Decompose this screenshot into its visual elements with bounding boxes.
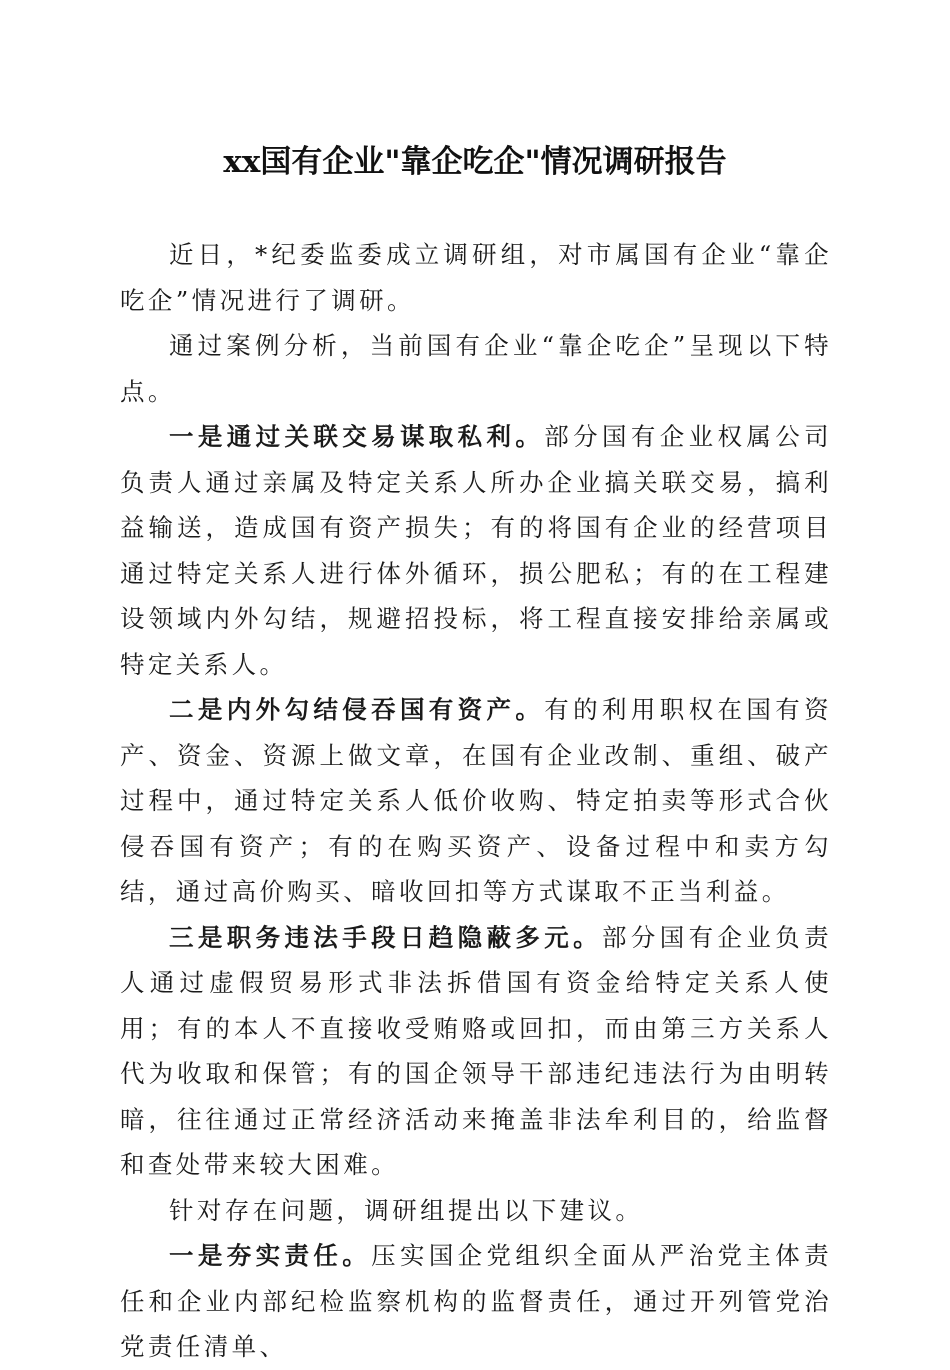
document-title: xx国有企业"靠企吃企"情况调研报告 xyxy=(223,144,727,180)
paragraph xyxy=(120,687,832,915)
paragraph-lead: 二是内外勾结侵吞国有资产。 xyxy=(169,695,545,724)
paragraph xyxy=(120,323,832,414)
paragraph-text: 通过案例分析，当前国有企业“靠企吃企”呈现以下特点。 xyxy=(120,331,832,406)
paragraph-lead: 一是夯实责任。 xyxy=(169,1241,372,1270)
paragraph xyxy=(120,1188,832,1234)
paragraph-text: 压实国企党组织全面从严治党主体责任和企业内部纪检监察机构的监督责任，通过开列管党治党责任清单、 xyxy=(120,1241,832,1361)
paragraph xyxy=(120,915,832,1188)
paragraph-lead: 三是职务违法手段日趋隐蔽多元。 xyxy=(169,922,603,952)
paragraph-lead: 一是通过关联交易谋取私利。 xyxy=(169,422,545,451)
paragraph xyxy=(120,1233,832,1370)
paragraph xyxy=(120,414,832,687)
paragraph-text: 近日，*纪委监委成立调研组，对市属国有企业“靠企吃企”情况进行了调研。 xyxy=(120,240,832,315)
paragraph-text: 部分国有企业权属公司负责人通过亲属及特定关系人所办企业搞关联交易，搞利益输送，造成国有资产损失；有的将国有企业的经营项目通过特定关系人进行体外循环，损公肥私；有的在工程建设领域内外勾结，规避招投标，将工程直接安排给亲属或特定关系人。 xyxy=(120,422,833,679)
paragraph xyxy=(120,232,832,323)
paragraph-text: 针对存在问题，调研组提出以下建议。 xyxy=(169,1195,644,1225)
paragraph-text: 有的利用职权在国有资产、资金、资源上做文章，在国有企业改制、重组、破产过程中，通过特定关系人低价收购、特定拍卖等形式合伙侵吞国有资产；有的在购买资产、设备过程中和卖方勾结，通过高价购买、暗收回扣等方式谋取不正当利益。 xyxy=(120,695,833,906)
document-body xyxy=(120,232,832,1370)
paragraph-text: 部分国有企业负责人通过虚假贸易形式非法拆借国有资金给特定关系人使用；有的本人不直接收受贿赂或回扣，而由第三方关系人代为收取和保管；有的国企领导干部违纪违法行为由明转暗，往往通过正常经济活动来掩盖非法牟利目的，给监督和查处带来较大困难。 xyxy=(120,922,833,1179)
